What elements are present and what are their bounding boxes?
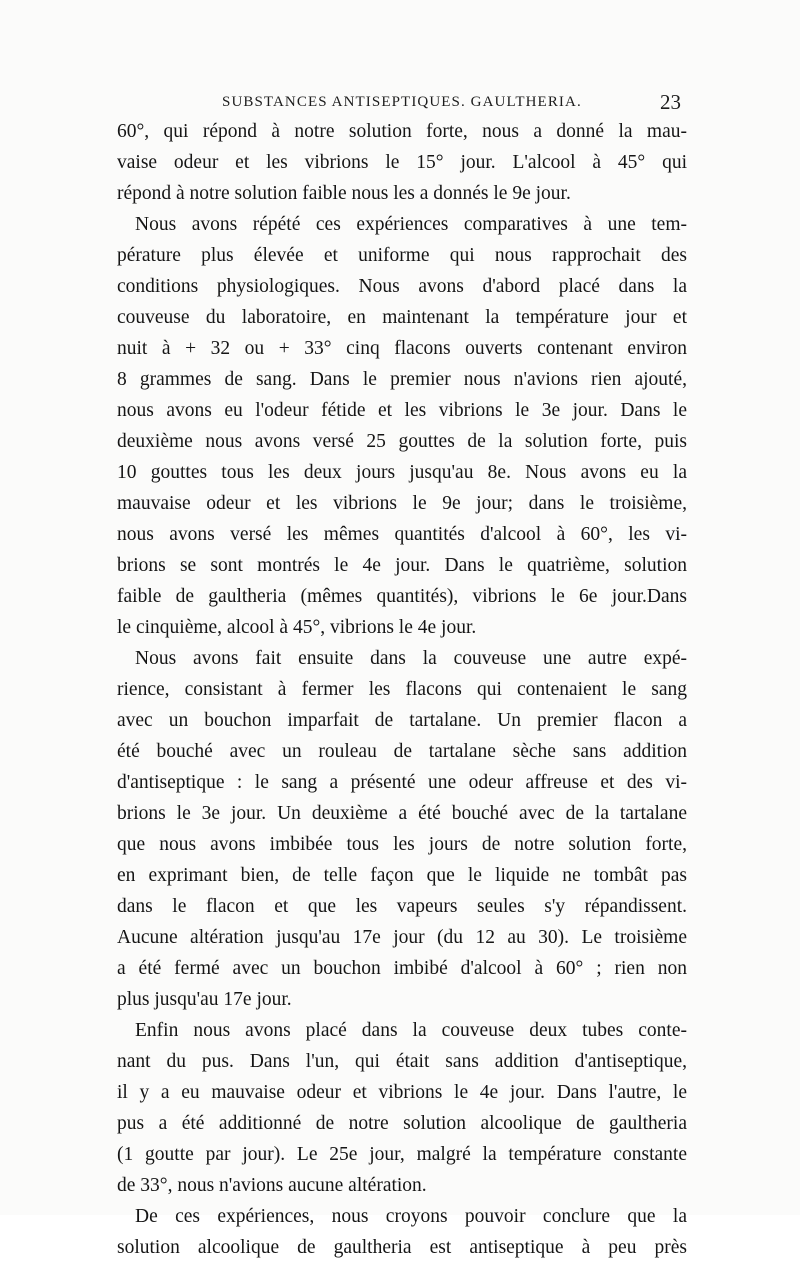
text-line: (1 goutte par jour). Le 25e jour, malgré la température constante [117,1144,687,1165]
text-line: couveuse du laboratoire, en maintenant la température jour et [117,307,687,328]
text-line: Enfin nous avons placé dans la couveuse deux tubes conte- [135,1020,687,1041]
text-line: il y a eu mauvaise odeur et vibrions le 4e jour. Dans l'autre, le [117,1082,687,1103]
text-line: plus jusqu'au 17e jour. [117,989,292,1010]
text-line: pérature plus élevée et uniforme qui nous rapprochait des [117,245,687,266]
text-line: été bouché avec un rouleau de tartalane sèche sans addition [117,741,687,762]
text-line: a été fermé avec un bouchon imbibé d'alcool à 60° ; rien non [117,958,687,979]
text-line: Aucune altération jusqu'au 17e jour (du 12 au 30). Le troisième [117,927,687,948]
text-line: 60°, qui répond à notre solution forte, nous a donné la mau- [117,121,687,142]
page-number: 23 [660,90,681,114]
text-line: Nous avons répété ces expériences comparatives à une tem- [135,214,687,235]
text-line: rience, consistant à fermer les flacons qui contenaient le sang [117,679,687,700]
text-line: d'antiseptique : le sang a présenté une odeur affreuse et des vi- [117,772,687,793]
text-line: vaise odeur et les vibrions le 15° jour. L'alcool à 45° qui [117,152,687,173]
text-line: mauvaise odeur et les vibrions le 9e jour; dans le troisième, [117,493,687,514]
text-line: faible de gaultheria (mêmes quantités), vibrions le 6e jour.Dans [117,586,687,607]
text-line: nous avons versé les mêmes quantités d'alcool à 60°, les vi- [117,524,687,545]
text-line: solution alcoolique de gaultheria est antiseptique à peu près [117,1237,687,1258]
text-line: brions le 3e jour. Un deuxième a été bouché avec de la tartalane [117,803,687,824]
text-line: nuit à + 32 ou + 33° cinq flacons ouverts contenant environ [117,338,687,359]
text-line: pus a été additionné de notre solution alcoolique de gaultheria [117,1113,687,1134]
text-line: nous avons eu l'odeur fétide et les vibrions le 3e jour. Dans le [117,400,687,421]
text-line: conditions physiologiques. Nous avons d'abord placé dans la [117,276,687,297]
body-text [117,116,687,1263]
text-line: 8 grammes de sang. Dans le premier nous n'avions rien ajouté, [117,369,687,390]
text-line: le cinquième, alcool à 45°, vibrions le 4e jour. [117,617,477,638]
text-line: deuxième nous avons versé 25 gouttes de la solution forte, puis [117,431,687,452]
text-line: nant du pus. Dans l'un, qui était sans addition d'antiseptique, [117,1051,687,1072]
text-line: dans le flacon et que les vapeurs seules s'y répandissent. [117,896,687,917]
text-line: de 33°, nous n'avions aucune altération. [117,1175,427,1196]
text-line: brions se sont montrés le 4e jour. Dans le quatrième, solution [117,555,687,576]
text-line: que nous avons imbibée tous les jours de notre solution forte, [117,834,687,855]
text-line: 10 gouttes tous les deux jours jusqu'au 8e. Nous avons eu la [117,462,687,483]
text-line: De ces expériences, nous croyons pouvoir conclure que la [135,1206,687,1227]
text-line: répond à notre solution faible nous les a donnés le 9e jour. [117,183,571,204]
text-line: Nous avons fait ensuite dans la couveuse une autre expé- [135,648,687,669]
text-line: en exprimant bien, de telle façon que le liquide ne tombât pas [117,865,687,886]
text-line: avec un bouchon imparfait de tartalane. Un premier flacon a [117,710,687,731]
running-head: SUBSTANCES ANTISEPTIQUES. GAULTHERIA. [222,94,582,110]
